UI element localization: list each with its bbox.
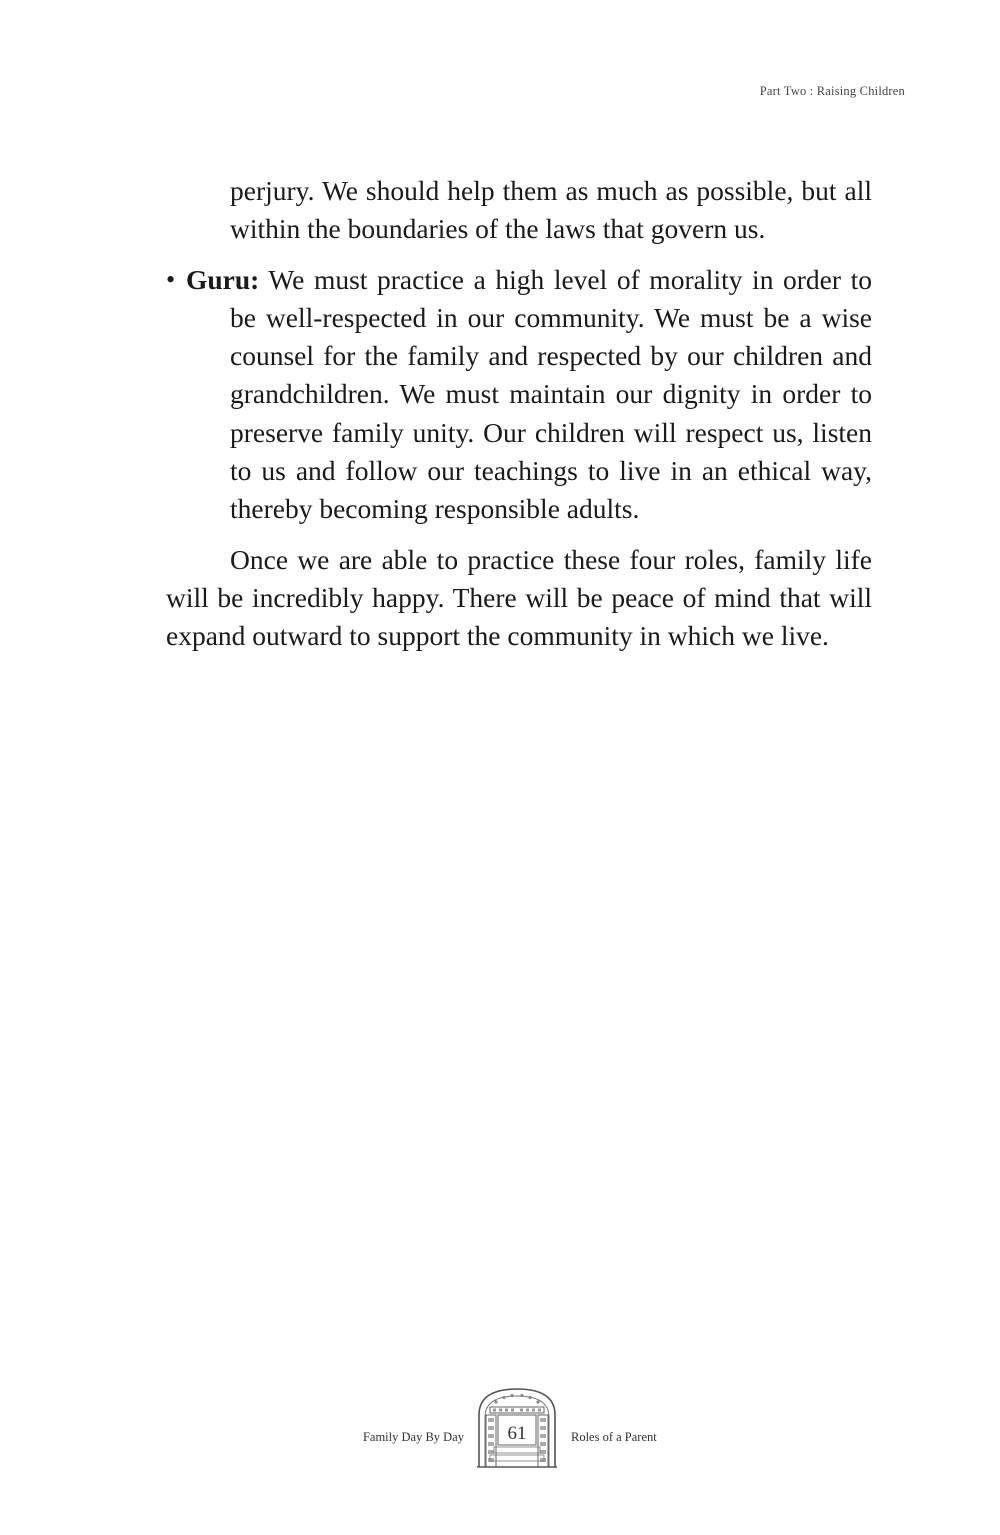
bullet-text: We must practice a high level of morality in order to be well-respected in our community. We must be a wise counsel for the family and respected by our children and grandchildren. We must maintain our dignity in order to preserve family unity. Our children will respect us, listen to us and follow our teachings to live in an ethical way, thereby becoming responsible adults. (230, 263, 872, 525)
footer-chapter-title: Roles of a Parent (571, 1430, 657, 1444)
bullet-hang-block (186, 261, 872, 529)
continued-paragraph: perjury. We should help them as much as possible, but all within the boundaries of the laws that govern us. (230, 175, 872, 245)
main-text (166, 172, 872, 656)
bullet-term: Guru: (186, 263, 260, 295)
bullet-item-guru (166, 261, 872, 529)
page-number: 61 (507, 1423, 527, 1444)
closing-paragraph: Once we are able to practice these four roles, family life will be incredibly happy. There will be peace of mind that will expand outward to support the community in which we live. (166, 543, 872, 652)
bullet-body (186, 261, 872, 529)
footer-book-title: Family Day By Day (362, 1430, 464, 1444)
bullet-icon: • (166, 264, 176, 294)
page-footer (0, 1385, 1000, 1475)
running-header: Part Two : Raising Children (759, 84, 905, 98)
